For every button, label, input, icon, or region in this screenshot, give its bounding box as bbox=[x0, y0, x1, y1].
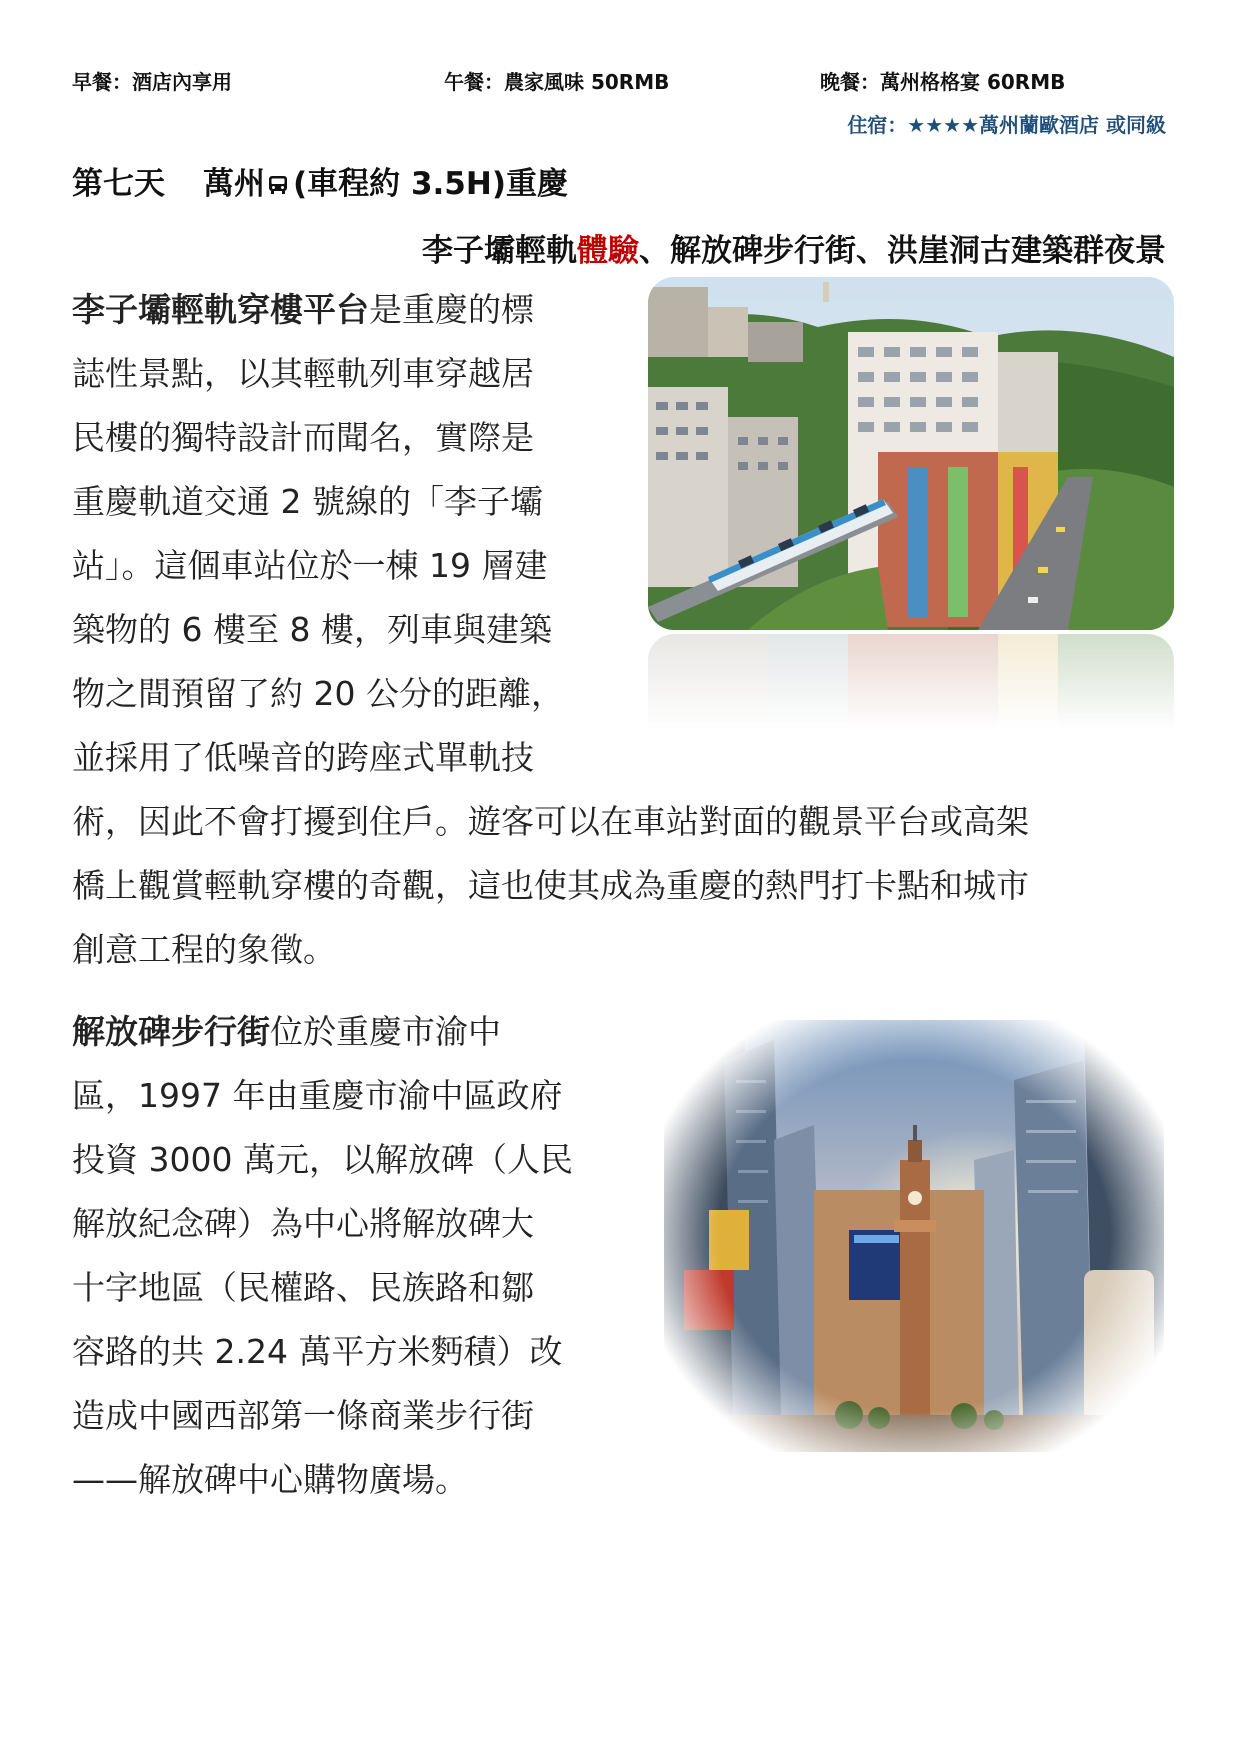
route-rest: (車程約 3.5H)重慶 bbox=[293, 166, 568, 202]
bus-icon bbox=[267, 174, 289, 196]
section1-lead-line bbox=[72, 278, 612, 342]
section2-lead-line bbox=[72, 1000, 632, 1064]
section1-full-line: 創意工程的象徵。 bbox=[72, 930, 336, 969]
subtitle-highlight: 體驗 bbox=[577, 233, 639, 269]
section2-line: 投資 3000 萬元，以解放碑（人民 bbox=[72, 1140, 573, 1179]
meals-row bbox=[72, 66, 1180, 96]
section1-line: 站」。這個車站位於一棟 19 層建 bbox=[72, 546, 548, 585]
jiefangbei-photo bbox=[664, 1020, 1164, 1452]
section1-line: 誌性景點，以其輕軌列車穿越居 bbox=[72, 354, 534, 393]
section1-line: 重慶軌道交通 2 號線的「李子壩 bbox=[72, 482, 543, 521]
breakfast-text: 早餐：酒店內享用 bbox=[72, 70, 232, 94]
section1-line: 築物的 6 樓至 8 樓，列車與建築 bbox=[72, 610, 552, 649]
section1-line: 並採用了低噪音的跨座式單軌技 bbox=[72, 738, 534, 777]
dinner-text: 晚餐：萬州格格宴 60RMB bbox=[820, 70, 1066, 94]
day-title bbox=[72, 158, 568, 203]
section1-lead-bold: 李子壩輕軌穿樓平台 bbox=[72, 290, 369, 329]
liziba-photo-reflection bbox=[648, 634, 1174, 730]
liziba-monorail-photo bbox=[648, 277, 1174, 630]
attractions-subtitle bbox=[422, 225, 1166, 270]
section2-line: ——解放碑中心購物廣場。 bbox=[72, 1460, 468, 1499]
section2-line: 解放紀念碑）為中心將解放碑大 bbox=[72, 1204, 534, 1243]
section1-full-line: 術，因此不會打擾到住戶。遊客可以在車站對面的觀景平台或高架 bbox=[72, 802, 1029, 841]
section2-line: 區，1997 年由重慶市渝中區政府 bbox=[72, 1076, 563, 1115]
route-from: 萬州 bbox=[203, 166, 265, 202]
day-label: 第七天 bbox=[72, 166, 165, 202]
section1-line: 物之間預留了約 20 公分的距離， bbox=[72, 674, 564, 713]
section2-lead-bold: 解放碑步行街 bbox=[72, 1012, 270, 1051]
lunch-text: 午餐：農家風味 50RMB bbox=[444, 70, 670, 94]
section1-lead-rest: 是重慶的標 bbox=[369, 290, 534, 329]
lodging-text: 住宿：★★★★萬州蘭歐酒店 或同級 bbox=[847, 113, 1166, 137]
section1-continuation bbox=[72, 790, 1172, 982]
section2-line: 十字地區（民權路、民族路和鄒 bbox=[72, 1268, 534, 1307]
section1-line: 民樓的獨特設計而聞名，實際是 bbox=[72, 418, 534, 457]
subtitle-part3: 、解放碑步行街、洪崖洞古建築群夜景 bbox=[639, 233, 1166, 269]
section1-full-line: 橋上觀賞輕軌穿樓的奇觀，這也使其成為重慶的熱門打卡點和城市 bbox=[72, 866, 1029, 905]
section2-lead-rest: 位於重慶市渝中 bbox=[270, 1012, 501, 1051]
section2-line: 造成中國西部第一條商業步行街 bbox=[72, 1396, 534, 1435]
section2-paragraph bbox=[72, 1000, 632, 1512]
section1-paragraph bbox=[72, 278, 612, 790]
section2-line: 容路的共 2.24 萬平方米麪積）改 bbox=[72, 1332, 563, 1371]
subtitle-part1: 李子壩輕軌 bbox=[422, 233, 577, 269]
